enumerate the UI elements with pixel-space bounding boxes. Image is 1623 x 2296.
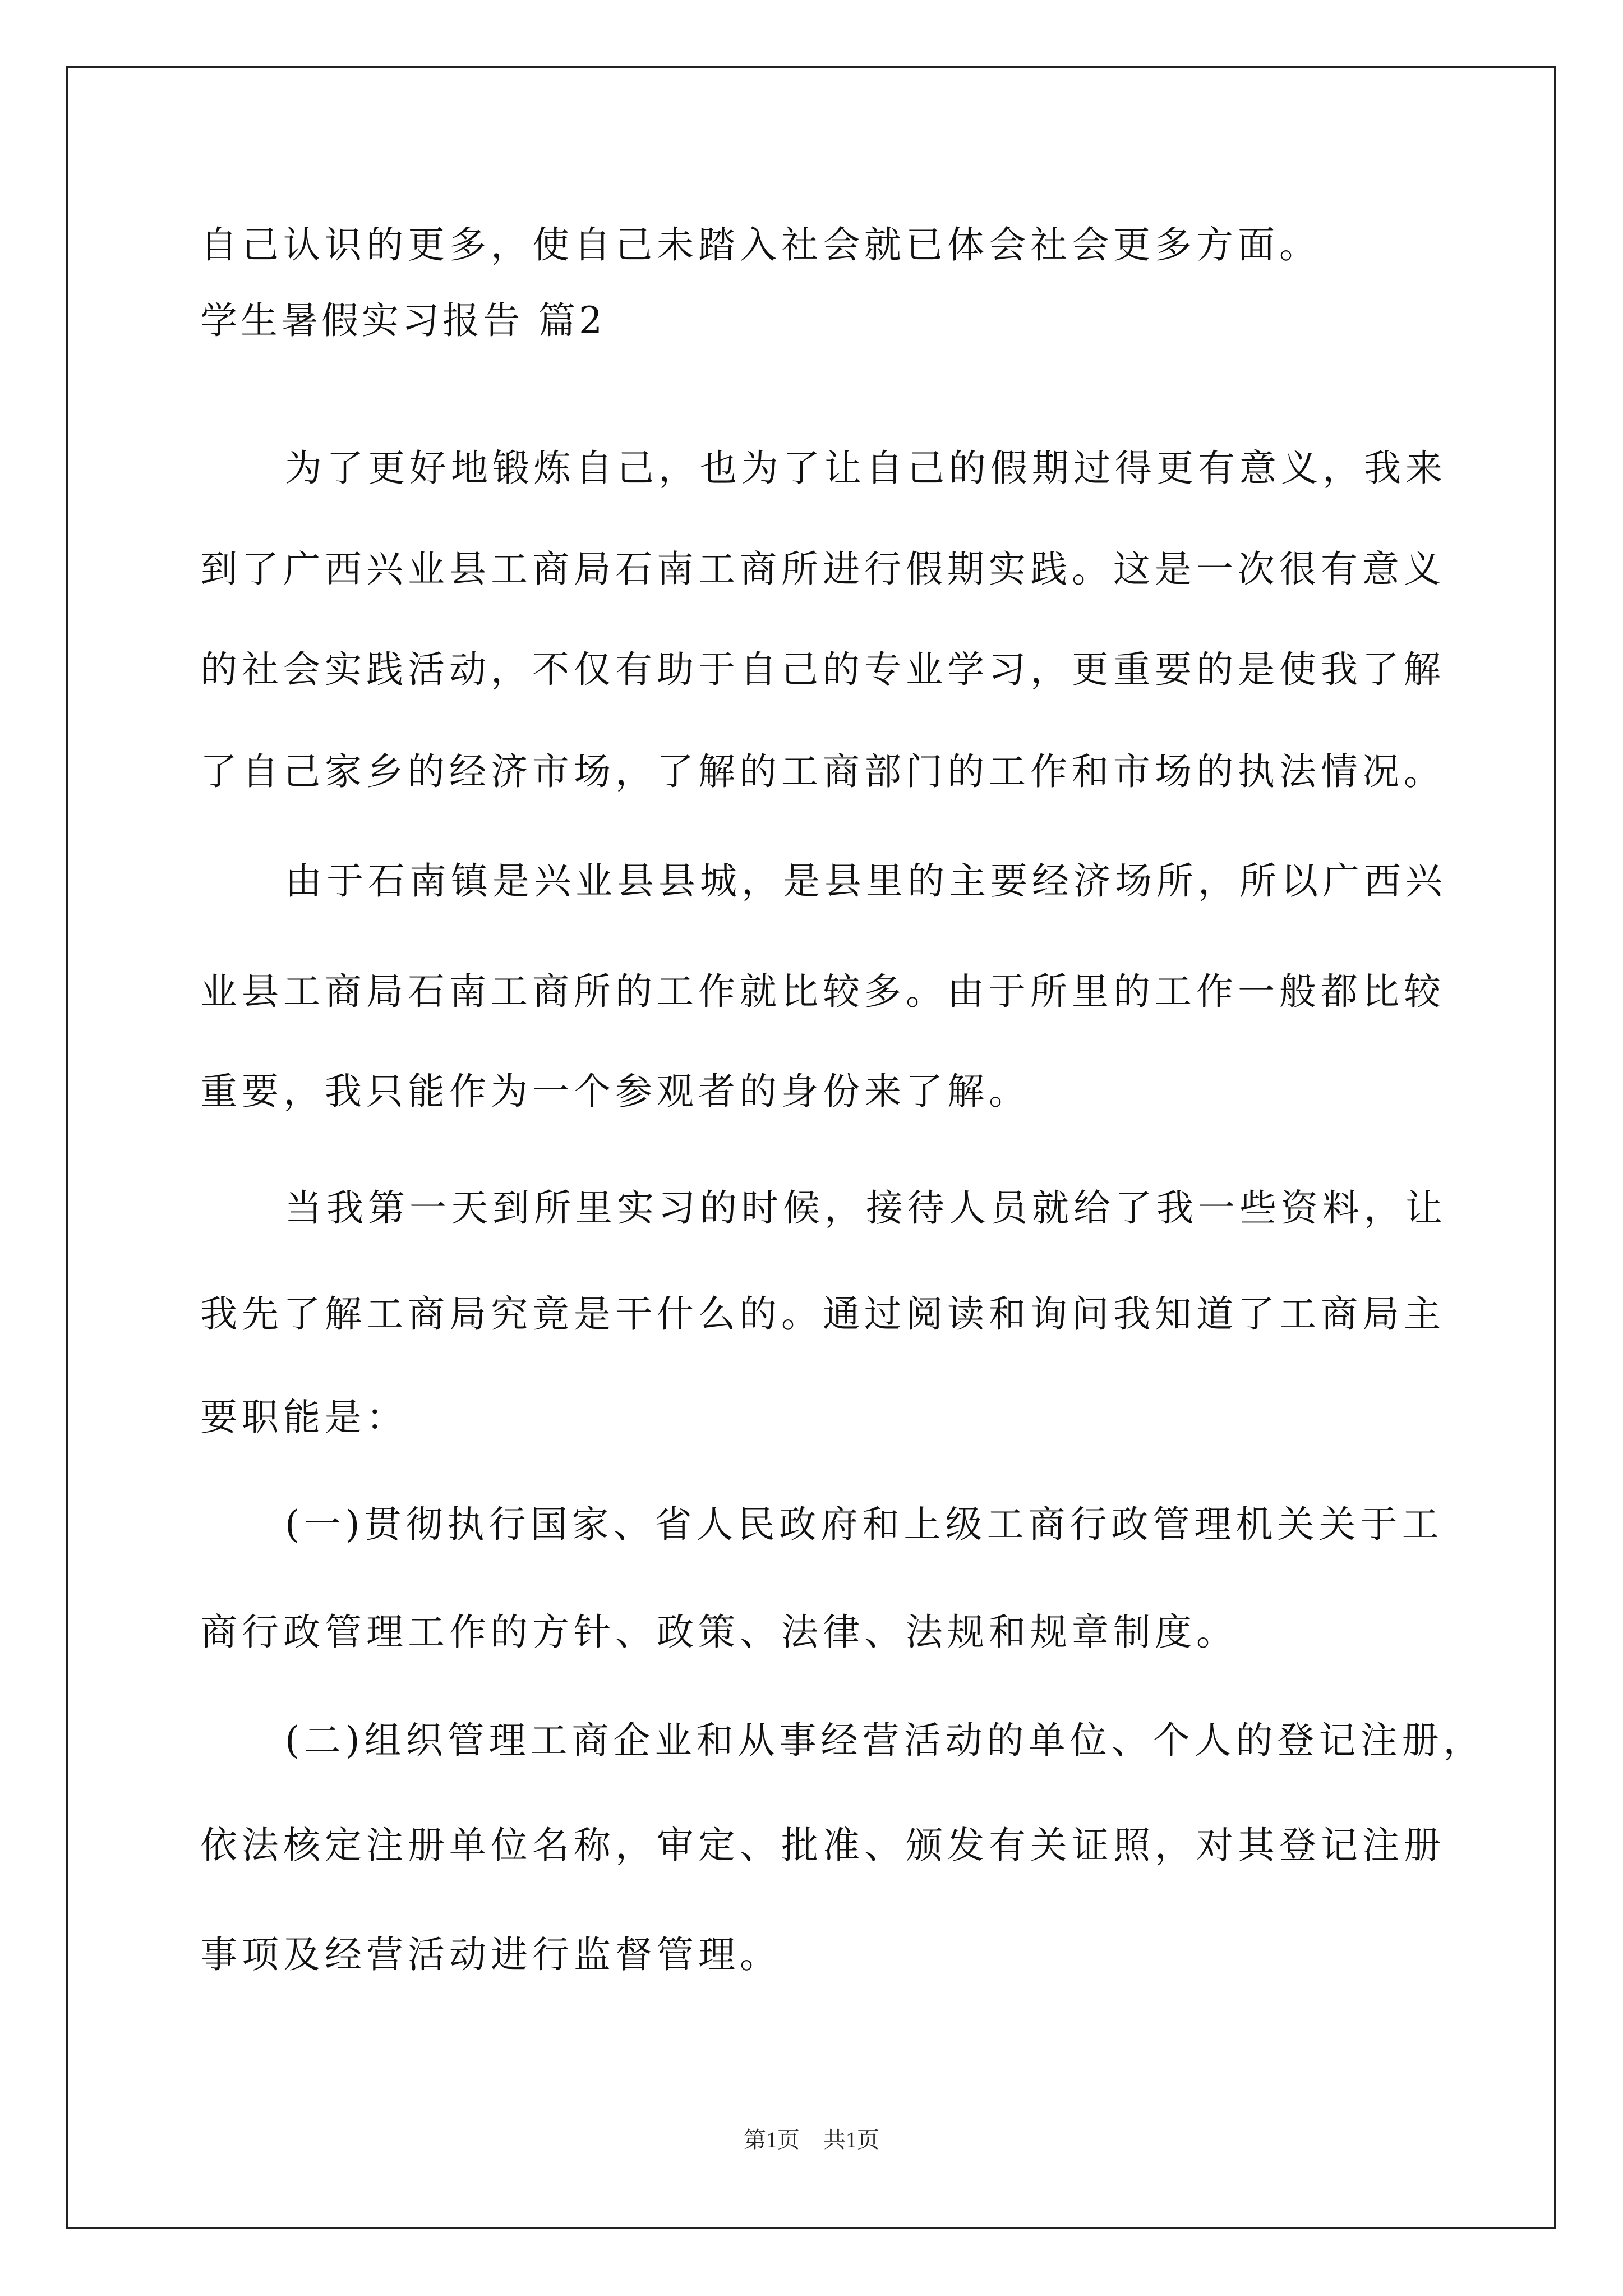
- section-heading: 学生暑假实习报告 篇2: [200, 299, 606, 342]
- paragraph-line: 了自己家乡的经济市场，了解的工商部门的工作和市场的执法情况。: [200, 750, 1445, 793]
- paragraph-line: 要职能是：: [200, 1396, 408, 1439]
- paragraph-line: 由于石南镇是兴业县县城，是县里的主要经济场所，所以广西兴: [285, 859, 1447, 903]
- page-total: 共1页: [823, 2127, 879, 2152]
- paragraph-line: 的社会实践活动，不仅有助于自己的专业学习，更重要的是使我了解: [200, 648, 1445, 691]
- paragraph-line: 到了广西兴业县工商局石南工商所进行假期实践。这是一次很有意义: [200, 547, 1445, 591]
- paragraph-line: 事项及经营活动进行监督管理。: [200, 1933, 781, 1976]
- page-border: [66, 66, 1556, 2229]
- paragraph-line: 商行政管理工作的方针、政策、法律、法规和规章制度。: [200, 1611, 1238, 1654]
- paragraph-line: 重要，我只能作为一个参观者的身份来了解。: [200, 1070, 1030, 1113]
- paragraph-line: 我先了解工商局究竟是干什么的。通过阅读和询问我知道了工商局主: [200, 1292, 1445, 1336]
- paragraph-line: 为了更好地锻炼自己，也为了让自己的假期过得更有意义，我来: [285, 447, 1447, 490]
- paragraph-line: 当我第一天到所里实习的时候，接待人员就给了我一些资料，让: [285, 1186, 1447, 1230]
- paragraph-line: 业县工商局石南工商所的工作就比较多。由于所里的工作一般都比较: [200, 970, 1445, 1013]
- paragraph-line: 自己认识的更多，使自己未踏入社会就已体会社会更多方面。: [200, 223, 1321, 266]
- page-number: 第1页: [744, 2127, 800, 2152]
- paragraph-line: (一)贯彻执行国家、省人民政府和上级工商行政管理机关关于工: [285, 1503, 1444, 1546]
- page-footer: [0, 2126, 1623, 2154]
- paragraph-line: 依法核定注册单位名称，审定、批准、颁发有关证照，对其登记注册: [200, 1824, 1445, 1867]
- paragraph-line: (二)组织管理工商企业和从事经营活动的单位、个人的登记注册，: [285, 1719, 1485, 1762]
